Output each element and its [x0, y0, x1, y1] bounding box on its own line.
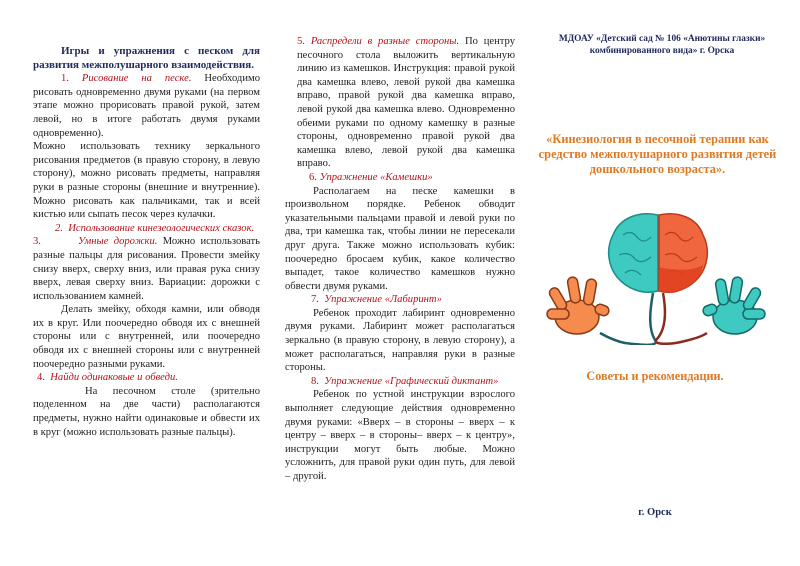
- item-6: [285, 171, 515, 185]
- item-5-title: Распредели в разные стороны.: [310, 36, 460, 47]
- item-4-title: Найди одинаковые и обведи.: [50, 372, 178, 384]
- item-3-title: Умные дорожки.: [77, 236, 158, 248]
- item-4: [33, 371, 260, 385]
- item-3-text-2: Делать змейку, обходя камни, или обводя их в круг. Или поочередно обводя их с внешней стороны или с внутренней, или поочередно обводя их с внешней стороны или с внутренней поочередно разными руками.: [33, 304, 260, 370]
- item-1-text-2: Можно использовать технику зеркального рисования предметов (в правую сторону, в левую сторону), можно рисовать предметы, направляя руки в разные стороны (внешние и внутренние). Можно рисовать как пальчиками, так и всей кистью или сыпать песок через кулачки.: [33, 141, 260, 221]
- city-label: г. Орск: [638, 507, 672, 518]
- item-2-number: 2.: [55, 222, 63, 234]
- item-5-text: По центру песочного стола выложить вертикальную линию из камешков. Инструкция: правой рукой два камешка влево, левой рукой два камешка вправо, правой рукой два камешка вправо, левой рукой два камешка влево. Одновременно обеими руками по одному камешку в разные стороны, одновременно правой рукой два камешка влево, левой рукой два камешка вправо.: [297, 36, 515, 170]
- item-7-text: Ребенок проходит лабиринт одновременно двумя руками. Лабиринт может располагаться зеркально (в правую сторону, в левую сторону), а может располагаться, направляя руки в разные стороны.: [285, 307, 515, 374]
- right-column: [530, 0, 780, 566]
- item-5: [285, 35, 515, 171]
- item-7: [285, 293, 515, 307]
- left-column: [33, 45, 260, 439]
- item-1: [33, 72, 260, 140]
- item-8-text: Ребенок по устной инструкции взрослого выполняет следующие действия одновременно двумя руками: «Вверх – в стороны – вверх – к центру – вверх – в стороны– вверх – к центру», инструкции могут быть любые. Можно усложнить, для правой руки один путь, для левой – другой.: [285, 389, 515, 482]
- item-1-text: Необходимо рисовать одновременно двумя руками (на первом этапе можно прорисовать правой рукой, затем левой, но в итоге работать двумя руками одновременно).: [33, 73, 260, 139]
- item-3: [33, 235, 260, 303]
- item-4-number: 4.: [37, 372, 45, 384]
- item-3-number: 3.: [33, 236, 41, 248]
- item-7-number: 7.: [311, 294, 319, 306]
- brain-hands-illustration-icon: [545, 205, 770, 345]
- item-2-title: Использование кинезеологических сказок.: [68, 222, 255, 234]
- item-4-text: На песочном столе (зрительно поделенном на две части) располагаются предметы, нужно найти одинаковые и обвести их в круг (можно использовать разные пальцы).: [33, 385, 260, 438]
- section-heading: Игры и упражнения с песком для развития межполушарного взаимодействия.: [33, 45, 260, 71]
- item-6-text: Располагаем на песке камешки в произвольном порядке. Ребенок обводит указательными пальцами правой и левой руки по два, три камешка так, чтобы линии не пересекали друг друга. Также можно использовать кубик: поочередно бросаем кубик, какое количество выпадет, такое количество камешков нужно обвести двумя руками.: [285, 185, 515, 292]
- item-1-title: Рисование на песке.: [81, 73, 192, 85]
- item-3-text: Можно использовать разные пальцы для рисования. Провести змейку снизу вверх, сверху вниз, или правая рука снизу вверх, левая сверху вниз. Вариации: дорожки с использованием камней.: [33, 236, 260, 302]
- item-5-number: 5.: [297, 36, 305, 47]
- item-1-number: 1.: [61, 73, 69, 85]
- item-2: [33, 222, 260, 236]
- advice-subtitle: Советы и рекомендации.: [586, 369, 724, 383]
- item-7-title: Упражнение «Лабиринт»: [324, 294, 442, 306]
- brochure-title: «Кинезиология в песочной терапии как средство межполушарного развития детей дошкольного возраста».: [538, 132, 777, 176]
- item-8: [285, 375, 515, 389]
- item-6-number: 6.: [309, 171, 317, 183]
- middle-column: [285, 35, 515, 484]
- item-8-title: Упражнение «Графический диктант»: [324, 375, 499, 387]
- item-6-title: Упражнение «Камешки»: [319, 171, 433, 183]
- organization-name: МДОАУ «Детский сад № 106 «Анютины глазки» комбинированного вида» г. Орска: [558, 34, 766, 56]
- item-8-number: 8.: [311, 375, 319, 387]
